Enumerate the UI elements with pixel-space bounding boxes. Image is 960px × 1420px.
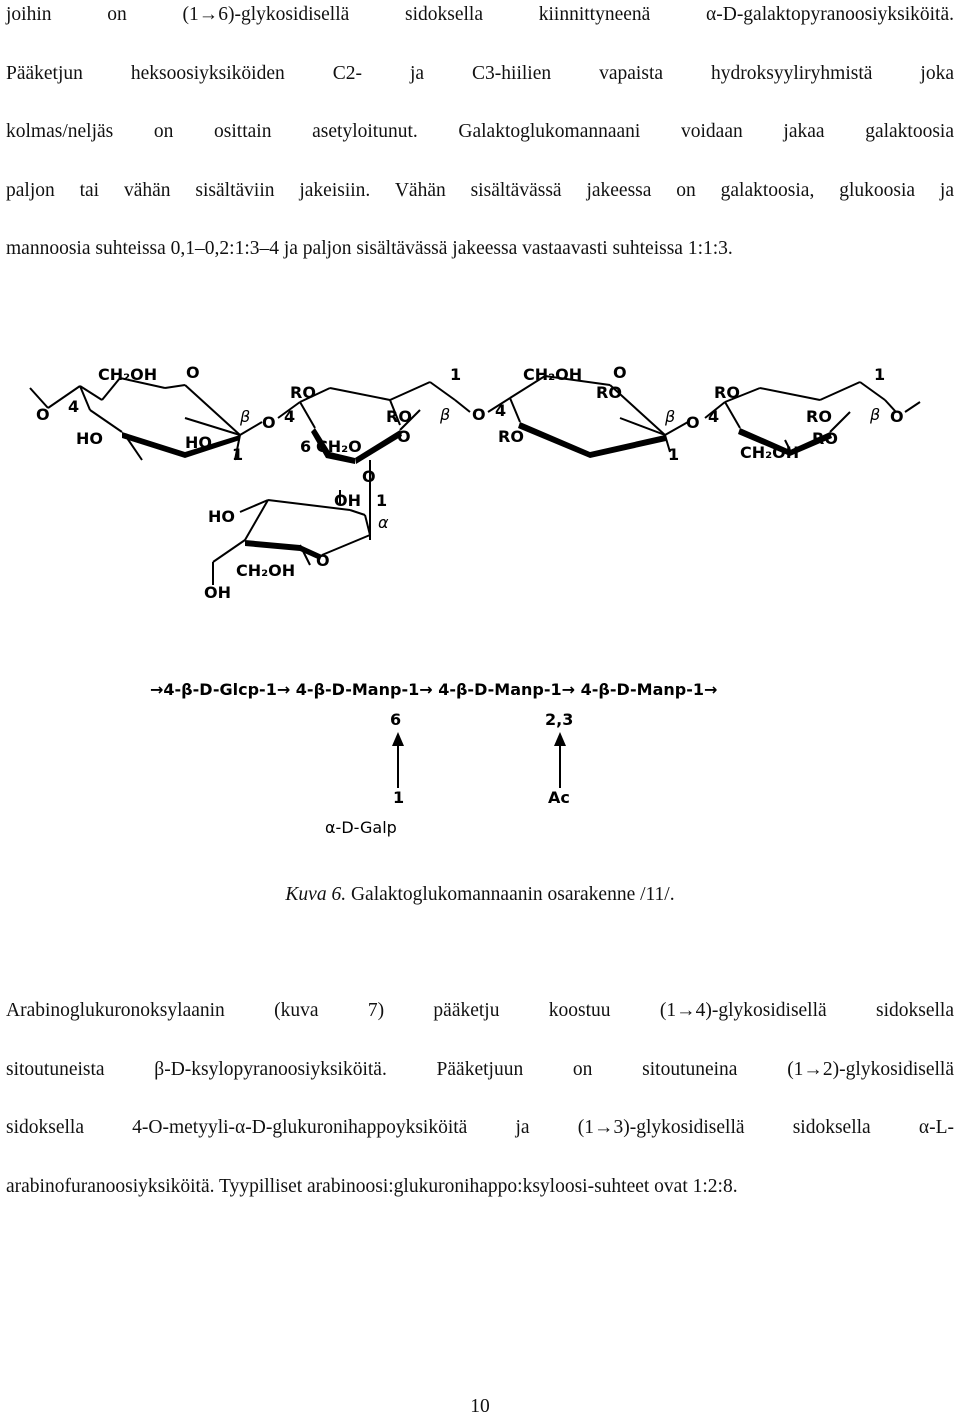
link-oxygen-label: O [362, 467, 376, 486]
glycosidic-chain-scheme: →4-β-D-Glcp-1→ 4-β-D-Manp-1→ 4-β-D-Manp-1→ 4-β-D-Manp-1→ [150, 680, 718, 699]
ring-oxygen-label: O [613, 363, 627, 382]
ro-label: RO [290, 383, 316, 402]
beta-label: β [240, 407, 251, 426]
paragraph-line: arabinofuranoosiyksiköitä. Tyypilliset arabinoosi:glukuronihappo:ksyloosi-suhteet ovat 1:2:8. [6, 1175, 738, 1197]
position-1-label: 1 [393, 788, 405, 807]
paragraph-line: mannoosia suhteissa 0,1–0,2:1:3–4 ja paljon sisältävässä jakeessa vastaavasti suhteissa 1:1:3. [6, 238, 733, 259]
link-oxygen-label: O [472, 405, 486, 424]
position-label: 6 [300, 437, 312, 456]
position-label: 4 [495, 401, 507, 420]
ch2o-label: CH₂O [316, 437, 362, 456]
oh-label: OH [204, 583, 231, 602]
position-label: 4 [68, 397, 80, 416]
beta-label: β [440, 405, 451, 424]
ro-label: RO [714, 383, 740, 402]
ho-label: HO [185, 433, 212, 452]
ro-label: RO [498, 427, 524, 446]
galactose-label: α-D-Galp [325, 818, 397, 837]
ch2oh-label: CH₂OH [98, 365, 158, 384]
figure-caption [0, 880, 960, 910]
beta-label: β [665, 407, 676, 426]
paragraph-line: paljon tai vähän sisältäviin jakeisiin. Vähän sisältävässä jakeessa on galaktoosia, glukoosia ja [6, 179, 954, 201]
paragraph-line: sitoutuneista β-D-ksylopyranoosiyksiköitä. Pääketjuun on sitoutuneina (1→2)-glykosidisellä [6, 1058, 954, 1080]
chain-end-oxygen-label: O [890, 407, 904, 426]
position-label: 1 [376, 491, 388, 510]
link-oxygen-label: O [262, 413, 276, 432]
paragraph-line: Pääketjun heksoosiyksiköiden C2- ja C3-hiilien vapaista hydroksyyliryhmistä joka [6, 62, 954, 84]
ch2oh-label: CH₂OH [740, 443, 800, 462]
alpha-label: α [378, 513, 389, 532]
ring-oxygen-label: O [397, 427, 411, 446]
paragraph-line: Arabinoglukuronoksylaanin (kuva 7) pääketju koostuu (1→4)-glykosidisellä sidoksella [6, 1000, 954, 1021]
position-23-label: 2,3 [545, 710, 574, 729]
paragraph-1 [6, 0, 954, 279]
ch2oh-label: CH₂OH [523, 365, 583, 384]
paragraph-line: kolmas/neljäs on osittain asetyloitunut. Galaktoglukomannaani voidaan jakaa galaktoosia [6, 121, 954, 142]
ro-label: RO [812, 429, 838, 448]
position-label: 1 [450, 365, 462, 384]
beta-label: β [870, 405, 881, 424]
ring-oxygen-label: O [316, 551, 330, 570]
position-label: 4 [708, 407, 720, 426]
galactoglucomannan-structure-figure [0, 340, 960, 860]
position-label: 1 [232, 445, 244, 464]
page-number: 10 [470, 1396, 490, 1417]
ch2oh-label: CH₂OH [236, 561, 296, 580]
ring-oxygen-label: O [186, 363, 200, 382]
paragraph-2 [6, 982, 954, 1216]
link-oxygen-label: O [686, 413, 700, 432]
ro-label: RO [596, 383, 622, 402]
ro-label: RO [806, 407, 832, 426]
structure-drawing [0, 340, 960, 860]
caption-prefix: Kuva 6. [285, 884, 347, 905]
paragraph-line: sidoksella 4-O-metyyli-α-D-glukuronihappoyksiköitä ja (1→3)-glykosidisellä sidoksella α-L- [6, 1117, 954, 1138]
ho-label: HO [208, 507, 235, 526]
caption-text: Galaktoglukomannaanin osarakenne /11/. [346, 884, 675, 905]
position-label: 4 [284, 407, 296, 426]
paragraph-line: joihin on (1→6)-glykosidisellä sidoksella kiinnittyneenä α-D-galaktopyranoosiyksiköitä. [6, 4, 954, 25]
ho-label: HO [76, 429, 103, 448]
oh-label: OH [334, 491, 361, 510]
acetyl-label: Ac [548, 788, 570, 807]
position-6-label: 6 [390, 710, 402, 729]
position-label: 1 [668, 445, 680, 464]
position-label: 1 [874, 365, 886, 384]
ro-label: RO [386, 407, 412, 426]
chain-start-oxygen-label: O [36, 405, 50, 424]
